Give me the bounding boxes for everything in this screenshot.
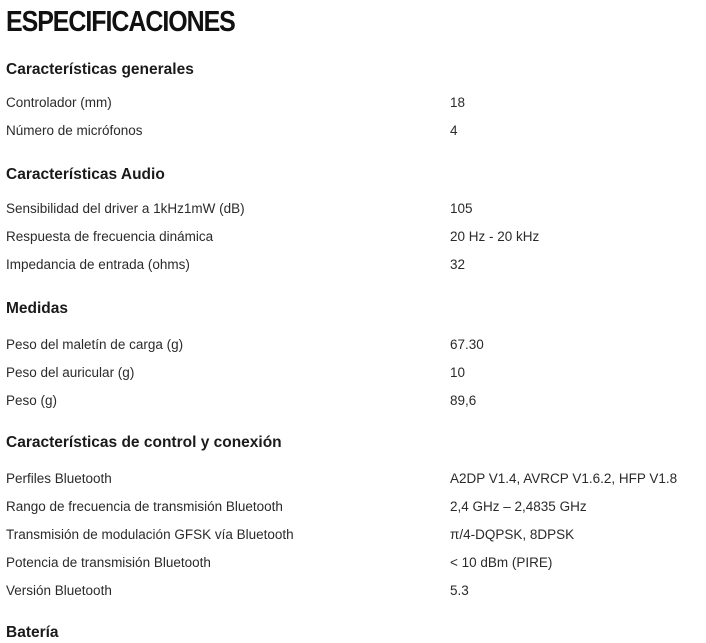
spec-row xyxy=(0,391,706,411)
section-heading-audio: Características Audio xyxy=(6,166,165,183)
spec-row xyxy=(0,581,706,601)
section-heading-control-connection: Características de control y conexión xyxy=(6,434,282,451)
spec-label: Controlador (mm) xyxy=(6,95,112,110)
spec-value: 89,6 xyxy=(450,393,477,408)
spec-label: Transmisión de modulación GFSK vía Bluetooth xyxy=(6,527,294,542)
spec-value: 2,4 GHz – 2,4835 GHz xyxy=(450,499,587,514)
spec-row xyxy=(0,553,706,573)
spec-value: 105 xyxy=(450,201,473,216)
spec-row xyxy=(0,525,706,545)
spec-row xyxy=(0,121,706,141)
spec-label: Número de micrófonos xyxy=(6,123,143,138)
page-title: ESPECIFICACIONES xyxy=(6,6,235,38)
spec-row xyxy=(0,363,706,383)
spec-label: Peso del maletín de carga (g) xyxy=(6,337,184,352)
spec-value: 5.3 xyxy=(450,583,469,598)
spec-value: π/4-DQPSK, 8DPSK xyxy=(450,527,575,542)
spec-label: Peso (g) xyxy=(6,393,58,408)
spec-value: 4 xyxy=(450,123,458,138)
spec-label: Versión Bluetooth xyxy=(6,583,112,598)
spec-value: 67.30 xyxy=(450,337,484,352)
spec-label: Perfiles Bluetooth xyxy=(6,471,112,486)
spec-label: Rango de frecuencia de transmisión Bluetooth xyxy=(6,499,283,514)
spec-label: Peso del auricular (g) xyxy=(6,365,135,380)
spec-value: 18 xyxy=(450,95,466,110)
section-heading-measures: Medidas xyxy=(6,300,69,317)
spec-row xyxy=(0,227,706,247)
spec-row xyxy=(0,199,706,219)
spec-value: 10 xyxy=(450,365,466,380)
spec-row xyxy=(0,469,706,489)
spec-label: Impedancia de entrada (ohms) xyxy=(6,257,190,272)
section-heading-general: Características generales xyxy=(6,61,194,78)
spec-label: Respuesta de frecuencia dinámica xyxy=(6,229,214,244)
spec-value: 20 Hz - 20 kHz xyxy=(450,229,540,244)
spec-value: A2DP V1.4, AVRCP V1.6.2, HFP V1.8 xyxy=(450,471,678,486)
spec-value: < 10 dBm (PIRE) xyxy=(450,555,553,570)
spec-row xyxy=(0,255,706,275)
spec-row xyxy=(0,93,706,113)
spec-label: Potencia de transmisión Bluetooth xyxy=(6,555,211,570)
spec-row xyxy=(0,335,706,355)
spec-label: Sensibilidad del driver a 1kHz1mW (dB) xyxy=(6,201,245,216)
section-heading-battery: Batería xyxy=(6,624,59,641)
spec-row xyxy=(0,497,706,517)
spec-value: 32 xyxy=(450,257,466,272)
